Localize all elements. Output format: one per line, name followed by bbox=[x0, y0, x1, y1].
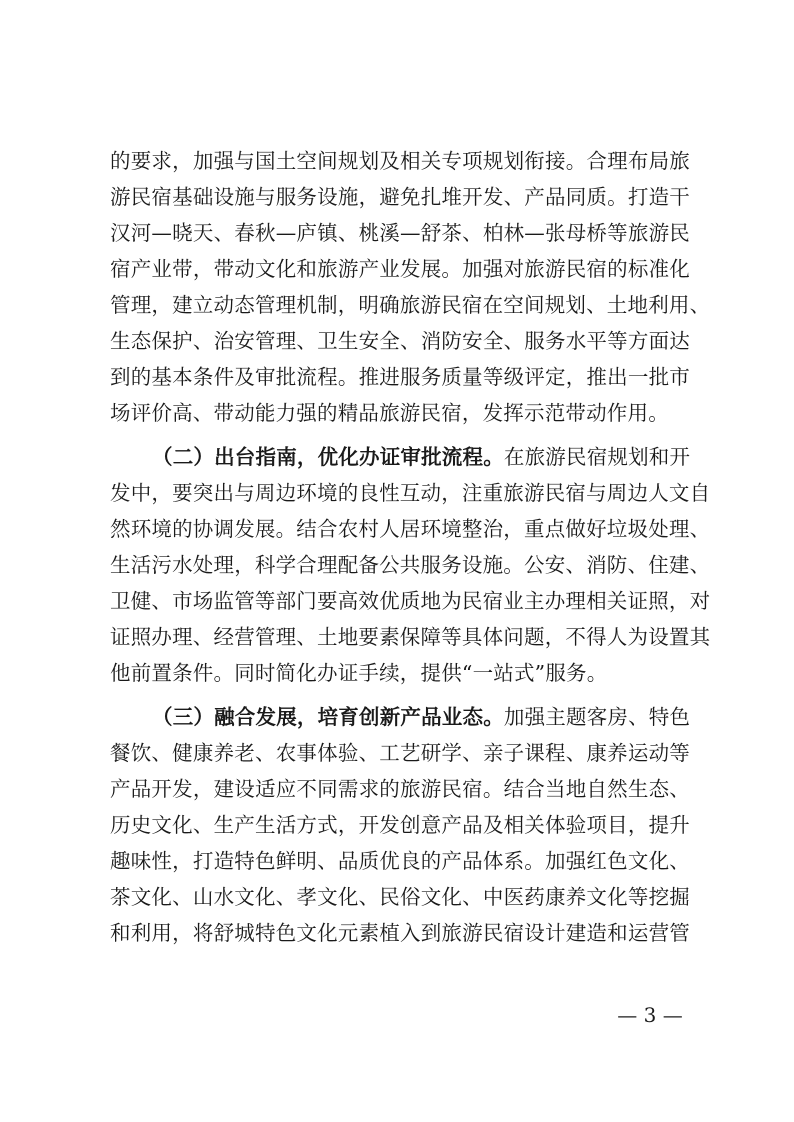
paragraph-line: 餐饮、健康养老、农事体验、工艺研学、亲子课程、康养运动等 bbox=[110, 741, 690, 765]
paragraph-line: 历史文化、生产生活方式，开发创意产品及相关体验项目，提升 bbox=[110, 813, 690, 837]
page-number: — 3 — bbox=[617, 1003, 683, 1027]
paragraph-line: 生活污水处理，科学合理配备公共服务设施。公安、消防、住建、 bbox=[110, 553, 711, 577]
paragraph-line: 管理，建立动态管理机制，明确旅游民宿在空间规划、土地利用、 bbox=[110, 293, 711, 317]
paragraph-line: 卫健、市场监管等部门要高效优质地为民宿业主办理相关证照，对 bbox=[110, 589, 711, 613]
paragraph-line: 生态保护、治安管理、卫生安全、消防安全、服务水平等方面达 bbox=[110, 329, 690, 353]
paragraph-line: 宿产业带，带动文化和旅游产业发展。加强对旅游民宿的标准化 bbox=[110, 257, 690, 281]
paragraph-line: 发中，要突出与周边环境的良性互动，注重旅游民宿与周边人文自 bbox=[110, 481, 711, 505]
paragraph-line: 和利用，将舒城特色文化元素植入到旅游民宿设计建造和运营管 bbox=[110, 921, 690, 945]
paragraph-line: 他前置条件。同时简化办证手续，提供“一站式”服务。 bbox=[110, 661, 608, 685]
paragraph-line: 证照办理、经营管理、土地要素保障等具体问题，不得人为设置其 bbox=[110, 625, 711, 649]
paragraph-line: 然环境的协调发展。结合农村人居环境整治，重点做好垃圾处理、 bbox=[110, 517, 711, 541]
section-2-heading: （二）出台指南，优化办证审批流程。 bbox=[152, 445, 504, 469]
paragraph-line: 游民宿基础设施与服务设施，避免扎堆开发、产品同质。打造干 bbox=[110, 185, 690, 209]
paragraph-line: 汉河—晓天、春秋—庐镇、桃溪—舒茶、柏林—张母桥等旅游民 bbox=[110, 221, 690, 245]
section-2-first-text: 在旅游民宿规划和开 bbox=[503, 445, 691, 469]
section-3-first-line bbox=[152, 701, 690, 733]
section-3-heading: （三）融合发展，培育创新产品业态。 bbox=[152, 705, 504, 729]
paragraph-line: 到的基本条件及审批流程。推进服务质量等级评定，推出一批市 bbox=[110, 365, 690, 389]
paragraph-line: 的要求，加强与国土空间规划及相关专项规划衔接。合理布局旅 bbox=[110, 149, 690, 173]
paragraph-line: 产品开发，建设适应不同需求的旅游民宿。结合当地自然生态、 bbox=[110, 777, 690, 801]
paragraph-line: 茶文化、山水文化、孝文化、民俗文化、中医药康养文化等挖掘 bbox=[110, 885, 690, 909]
section-3-first-text: 加强主题客房、特色 bbox=[503, 705, 691, 729]
section-2-first-line bbox=[152, 441, 690, 473]
paragraph-line: 趣味性，打造特色鲜明、品质优良的产品体系。加强红色文化、 bbox=[110, 849, 690, 873]
paragraph-line: 场评价高、带动能力强的精品旅游民宿，发挥示范带动作用。 bbox=[110, 401, 669, 425]
